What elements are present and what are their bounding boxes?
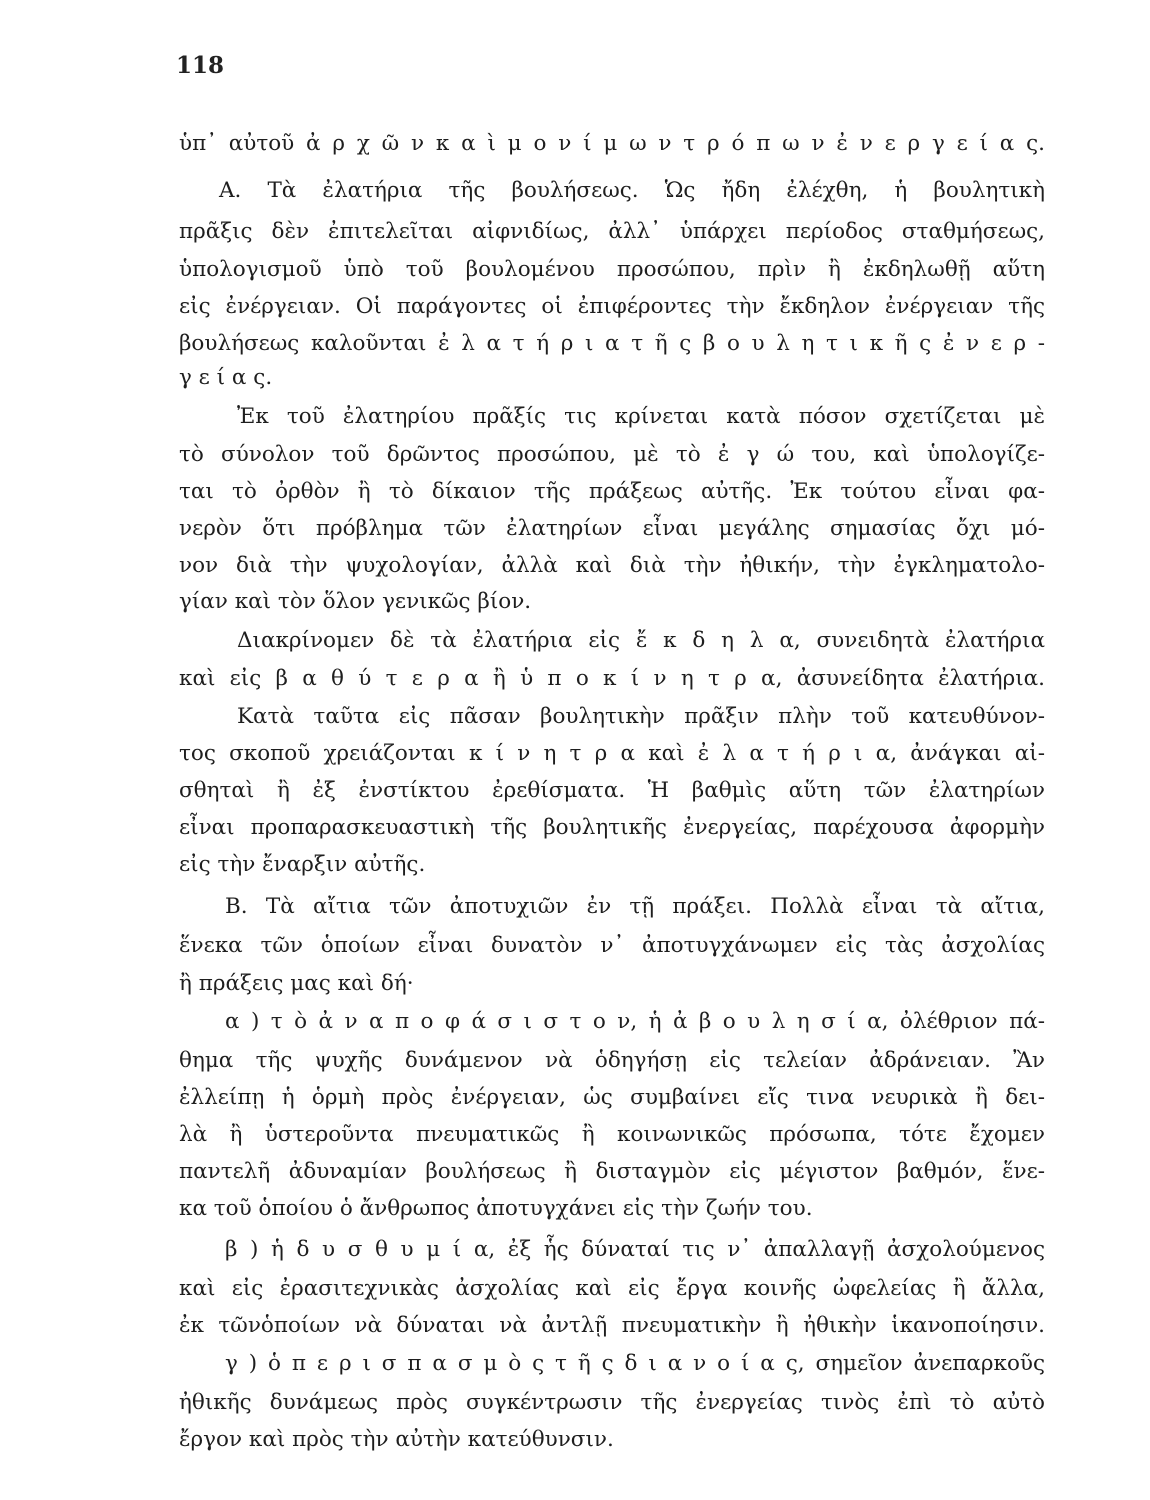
- text-line: ἔργον καὶ πρὸς τὴν αὐτὴν κατεύθυνσιν.: [179, 1427, 614, 1452]
- text-line: σθηταὶ ἢ ἐξ ἐνστίκτου ἐρεθίσματα. Ἡ βαθμὶς αὕτη τῶν ἐλατηρίων: [179, 778, 1045, 803]
- text-line: Α. Τὰ ἐλατήρια τῆς βουλήσεως. Ὡς ἤδη ἐλέχθη, ἡ βουλητικὴ: [219, 178, 1045, 203]
- text-line: παντελῆ ἀδυναμίαν βουλήσεως ἢ δισταγμὸν εἰς μέγιστον βαθμόν, ἕνε-: [179, 1159, 1045, 1184]
- text-line: καὶ εἰς ἐρασιτεχνικὰς ἀσχολίας καὶ εἰς ἔργα κοινῆς ὠφελείας ἢ ἄλλα,: [179, 1276, 1045, 1301]
- text-line: τὸ σύνολον τοῦ δρῶντος προσώπου, μὲ τὸ ἐ γ ώ του, καὶ ὑπολογίζε-: [179, 442, 1045, 467]
- text-line: τος σκοποῦ χρειάζονται κ ί ν η τ ρ α καὶ ἐ λ α τ ή ρ ι α, ἀνάγκαι αἰ-: [179, 741, 1045, 766]
- text-line: ἐκ τῶνὁποίων νὰ δύναται νὰ ἀντλῇ πνευματικὴν ἢ ἠθικὴν ἱκανοποίησιν.: [179, 1313, 1045, 1338]
- text-line: κα τοῦ ὁποίου ὁ ἄνθρωπος ἀποτυγχάνει εἰς τὴν ζωήν του.: [179, 1196, 813, 1221]
- text-line: εἰς τὴν ἔναρξιν αὐτῆς.: [179, 852, 426, 877]
- text-line: εἶναι προπαρασκευαστικὴ τῆς βουλητικῆς ἐνεργείας, παρέχουσα ἀφορμὴν: [179, 815, 1045, 840]
- text-line: ἠθικῆς δυνάμεως πρὸς συγκέντρωσιν τῆς ἐνεργείας τινὸς ἐπὶ τὸ αὐτὸ: [179, 1390, 1045, 1415]
- text-line: Κατὰ ταῦτα εἰς πᾶσαν βουλητικὴν πρᾶξιν πλὴν τοῦ κατευθύνον-: [237, 704, 1045, 729]
- text-line: ὑπ᾽ αὐτοῦ ἀ ρ χ ῶ ν κ α ὶ μ ο ν ί μ ω ν τ ρ ό π ω ν ἐ ν ε ρ γ ε ί α ς.: [179, 131, 1045, 156]
- page-number: 118: [176, 52, 225, 79]
- text-line: θημα τῆς ψυχῆς δυνάμενον νὰ ὁδηγήσῃ εἰς τελείαν ἀδράνειαν. Ἂν: [179, 1048, 1045, 1073]
- text-line: πρᾶξις δὲν ἐπιτελεῖται αἰφνιδίως, ἀλλ᾽ ὑπάρχει περίοδος σταθμήσεως,: [179, 219, 1045, 244]
- text-line: βουλήσεως καλοῦνται ἐ λ α τ ή ρ ι α τ ῆ ς β ο υ λ η τ ι κ ῆ ς ἐ ν ε ρ -: [179, 331, 1045, 356]
- text-line: ὑπολογισμοῦ ὑπὸ τοῦ βουλομένου προσώπου, πρὶν ἢ ἐκδηλωθῇ αὕτη: [179, 257, 1045, 282]
- text-line: εἰς ἐνέργειαν. Οἱ παράγοντες οἱ ἐπιφέροντες τὴν ἔκδηλον ἐνέργειαν τῆς: [179, 294, 1045, 319]
- text-line: Β. Τὰ αἴτια τῶν ἀποτυχιῶν ἐν τῇ πράξει. Πολλὰ εἶναι τὰ αἴτια,: [225, 894, 1045, 919]
- text-line: νερὸν ὅτι πρόβλημα τῶν ἐλατηρίων εἶναι μεγάλης σημασίας ὄχι μό-: [179, 516, 1045, 541]
- text-line: Ἐκ τοῦ ἐλατηρίου πρᾶξίς τις κρίνεται κατὰ πόσον σχετίζεται μὲ: [237, 404, 1045, 429]
- text-line: β ) ἡ δ υ σ θ υ μ ί α, ἐξ ἧς δύναταί τις ν᾽ ἀπαλλαγῇ ἀσχολούμενος: [225, 1237, 1045, 1262]
- text-line: καὶ εἰς β α θ ύ τ ε ρ α ἢ ὑ π ο κ ί ν η τ ρ α, ἀσυνείδητα ἐλατήρια.: [179, 666, 1045, 691]
- text-line: ται τὸ ὀρθὸν ἢ τὸ δίκαιον τῆς πράξεως αὐτῆς. Ἐκ τούτου εἶναι φα-: [179, 479, 1045, 504]
- text-line: γ ε ί α ς.: [179, 365, 273, 390]
- text-line: Διακρίνομεν δὲ τὰ ἐλατήρια εἰς ἔ κ δ η λ α, συνειδητὰ ἐλατήρια: [237, 628, 1045, 653]
- text-line: γ ) ὁ π ε ρ ι σ π α σ μ ὸ ς τ ῆ ς δ ι α ν ο ί α ς, σημεῖον ἀνεπαρκοῦς: [225, 1351, 1045, 1376]
- text-line: νον διὰ τὴν ψυχολογίαν, ἀλλὰ καὶ διὰ τὴν ἠθικήν, τὴν ἐγκληματολο-: [179, 553, 1045, 578]
- text-line: α ) τ ὸ ἀ ν α π ο φ ά σ ι σ τ ο ν, ἡ ἀ β ο υ λ η σ ί α, ὀλέθριον πά-: [225, 1009, 1045, 1034]
- text-line: ἐλλείπῃ ἡ ὁρμὴ πρὸς ἐνέργειαν, ὡς συμβαίνει εἴς τινα νευρικὰ ἢ δει-: [179, 1085, 1045, 1110]
- text-line: ἕνεκα τῶν ὁποίων εἶναι δυνατὸν ν᾽ ἀποτυγχάνωμεν εἰς τὰς ἀσχολίας: [179, 933, 1045, 958]
- text-line: λὰ ἢ ὑστεροῦντα πνευματικῶς ἢ κοινωνικῶς πρόσωπα, τότε ἔχομεν: [179, 1122, 1045, 1147]
- text-line: γίαν καὶ τὸν ὅλον γενικῶς βίον.: [179, 589, 532, 614]
- text-line: ἢ πράξεις μας καὶ δή·: [179, 971, 414, 996]
